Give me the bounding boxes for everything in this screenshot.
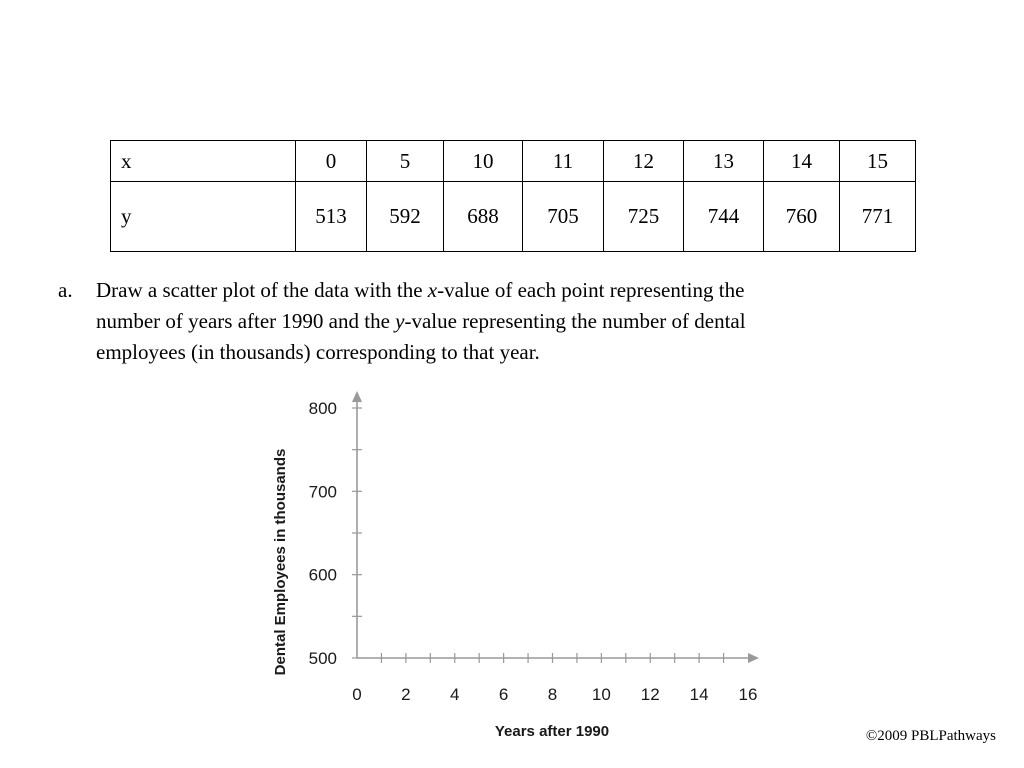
x-tick-label: 14 xyxy=(689,685,709,704)
list-marker: a. xyxy=(58,278,73,302)
y-axis-arrow-icon xyxy=(352,391,362,402)
row-label-x: x xyxy=(111,141,296,182)
x-tick-label: 10 xyxy=(591,685,611,704)
table-cell: 10 xyxy=(444,141,523,182)
x-tick-label: 2 xyxy=(401,685,411,704)
table-cell: 12 xyxy=(604,141,684,182)
y-tick-label: 600 xyxy=(308,565,337,585)
row-label-y: y xyxy=(111,182,296,252)
table-cell: 513 xyxy=(296,182,367,252)
table-cell: 14 xyxy=(764,141,840,182)
x-axis-title: Years after 1990 xyxy=(494,723,610,740)
question-text-segment: -value representing the number of dental xyxy=(404,309,746,333)
x-tick-label: 8 xyxy=(547,685,558,704)
x-tick-label: 16 xyxy=(738,685,758,704)
question-text xyxy=(96,275,926,368)
y-axis-title: Dental Employees in thousands xyxy=(272,448,289,676)
question-text-segment: -value of each point representing the xyxy=(437,278,745,302)
table-cell: 592 xyxy=(367,182,444,252)
table-cell: 11 xyxy=(523,141,604,182)
table-cell: 5 xyxy=(367,141,444,182)
table-row xyxy=(111,182,916,252)
variable-y: y xyxy=(395,309,405,333)
x-tick-label: 0 xyxy=(352,685,362,704)
table-cell: 760 xyxy=(764,182,840,252)
table-cell: 15 xyxy=(840,141,916,182)
table-cell: 744 xyxy=(684,182,764,252)
y-axis xyxy=(309,391,362,668)
y-tick-label: 800 xyxy=(308,399,337,418)
question-text-segment: Draw a scatter plot of the data with the xyxy=(96,278,428,302)
y-tick-label: 500 xyxy=(308,649,337,668)
x-tick-label: 6 xyxy=(498,685,509,704)
x-tick-label: 4 xyxy=(450,685,460,704)
question-line xyxy=(96,337,926,368)
scatter-plot-axes xyxy=(255,380,775,750)
x-tick-label: 12 xyxy=(640,685,660,704)
table-cell: 688 xyxy=(444,182,523,252)
table-cell: 771 xyxy=(840,182,916,252)
x-axis-arrow-icon xyxy=(748,653,759,663)
y-tick-label: 700 xyxy=(308,482,337,502)
question-line xyxy=(96,275,926,306)
table-cell: 725 xyxy=(604,182,684,252)
table-row xyxy=(111,141,916,182)
copyright-notice: ©2009 PBLPathways xyxy=(865,728,996,744)
question-line xyxy=(96,306,926,337)
variable-x: x xyxy=(427,278,438,302)
table-cell: 705 xyxy=(523,182,604,252)
data-table xyxy=(110,140,916,252)
table-cell: 13 xyxy=(684,141,764,182)
table-cell: 0 xyxy=(296,141,367,182)
question-text-segment: number of years after 1990 and the xyxy=(96,309,396,333)
question-text-segment: employees (in thousands) corresponding to that year. xyxy=(96,340,540,364)
x-axis xyxy=(352,653,759,704)
